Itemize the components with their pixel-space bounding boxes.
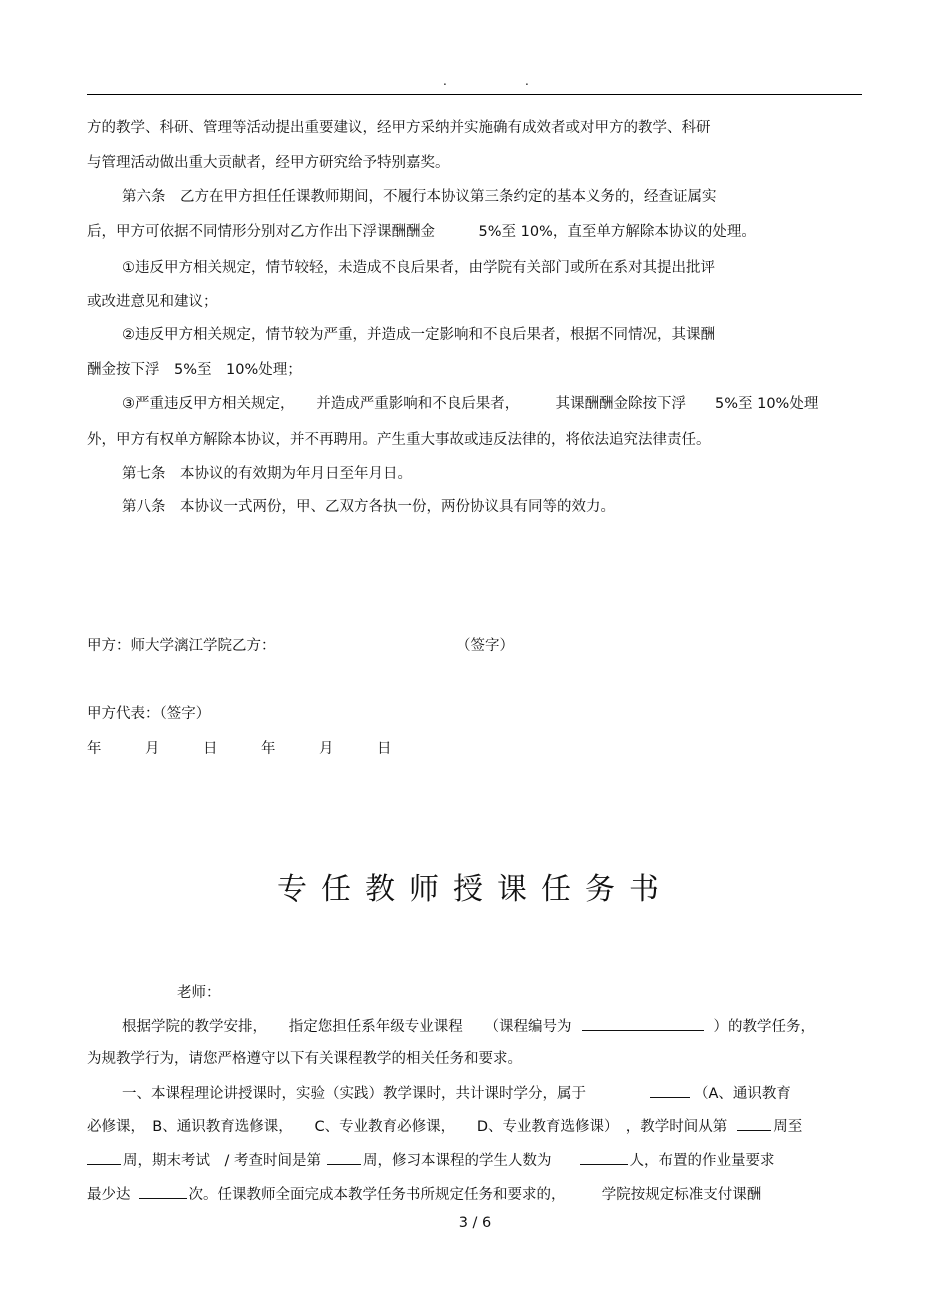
course-category-blank	[650, 1083, 690, 1098]
task-para-2-line-1	[122, 1083, 791, 1104]
article-7: 第七条 本协议的有效期为年月日至年月日。	[122, 466, 412, 482]
student-count-blank	[580, 1150, 628, 1165]
article-6-item-3-line-1: ③严重违反甲方相关规定， 并造成严重影响和不良后果者， 其课酬酬金除按下浮 5%至 10%处理	[122, 396, 819, 412]
task-para-2-line-1-text-a: 一、本课程理论讲授课时，实验（实践）教学课时，共计课时学分，属于	[122, 1086, 586, 1102]
article-8: 第八条 本协议一式两份，甲、乙双方各执一份，两份协议具有同等的效力。	[122, 499, 615, 515]
task-book-title: 专任教师授课任务书	[277, 872, 673, 907]
exam-week-blank	[327, 1150, 361, 1165]
article-6-item-2-line-1: ②违反甲方相关规定，情节较为严重，并造成一定影响和不良后果者，根据不同情况，其课酬	[122, 327, 715, 343]
task-para-1-line-1	[122, 1016, 815, 1037]
task-para-2-line-4-text-b: 次。任课教师全面完成本教学任务书所规定任务和要求的， 学院按规定标准支付课酬	[188, 1187, 762, 1203]
party-a-representative: 甲方代表：（签字）	[87, 706, 211, 722]
article-6-item-1-line-1: ①违反甲方相关规定，情节较轻，未造成不良后果者，由学院有关部门或所在系对其提出批评	[122, 260, 715, 276]
task-para-2-line-2	[87, 1116, 802, 1137]
task-para-1-line-1-text-b: ）的教学任务，	[713, 1019, 815, 1035]
task-para-2-line-3-text-c: 人，布置的作业量要求	[629, 1153, 775, 1169]
course-code-blank	[582, 1016, 704, 1031]
agreement-line-2: 与管理活动做出重大贡献者，经甲方研究给予特别嘉奖。	[87, 155, 450, 171]
teacher-greeting: 老师：	[177, 985, 221, 1001]
start-week-blank	[737, 1116, 771, 1131]
task-para-2-line-2-text-a: 必修课， B、通识教育选修课， C、专业教育必修课， D、专业教育选修课） ，教学时间从第	[87, 1119, 728, 1135]
article-6-line-2: 后，甲方可依据不同情形分别对乙方作出下浮课酬酬金 5%至 10%，直至单方解除本协议的处理。	[87, 224, 756, 240]
article-6-line-1: 第六条 乙方在甲方担任任课教师期间，不履行本协议第三条约定的基本义务的，经查证属实	[122, 189, 717, 205]
page-header	[0, 74, 950, 90]
task-para-2-line-1-text-b: （A、通识教育	[694, 1086, 791, 1102]
task-para-2-line-3-text-b: 周，修习本课程的学生人数为	[363, 1153, 552, 1169]
task-para-2-line-3	[87, 1150, 775, 1171]
party-b-sign-label: （签字）	[456, 638, 514, 654]
header-rule	[87, 94, 862, 95]
task-para-1-line-2: 为规教学行为，请您严格遵守以下有关课程教学的相关任务和要求。	[87, 1051, 522, 1067]
task-para-2-line-4-text-a: 最少达	[87, 1187, 131, 1203]
article-6-item-1-line-2: 或改进意见和建议；	[87, 294, 218, 310]
assignment-count-blank	[139, 1184, 187, 1199]
task-para-2-line-4	[87, 1184, 761, 1205]
party-line: 甲方：师大学漓江学院乙方：	[87, 638, 276, 654]
article-6-item-3-line-2: 外，甲方有权单方解除本协议，并不再聘用。产生重大事故或违反法律的，将依法追究法律责任。	[87, 432, 711, 448]
article-6-item-2-line-2: 酬金按下浮 5%至 10%处理；	[87, 362, 302, 378]
header-dot-left: .	[443, 74, 447, 88]
task-para-1-line-1-text-a: 根据学院的教学安排， 指定您担任系年级专业课程 （课程编号为	[122, 1019, 572, 1035]
end-week-blank	[87, 1150, 121, 1165]
date-line: 年 月 日 年 月 日	[87, 741, 392, 757]
task-para-2-line-2-text-b: 周至	[773, 1119, 803, 1135]
page-number: 3 / 6	[458, 1215, 492, 1231]
task-para-2-line-3-text-a: 周，期末考试 / 考查时间是第	[123, 1153, 321, 1169]
agreement-line-1: 方的教学、科研、管理等活动提出重要建议，经甲方采纳并实施确有成效者或对甲方的教学、科研	[87, 120, 711, 136]
header-dot-right: .	[525, 74, 529, 88]
